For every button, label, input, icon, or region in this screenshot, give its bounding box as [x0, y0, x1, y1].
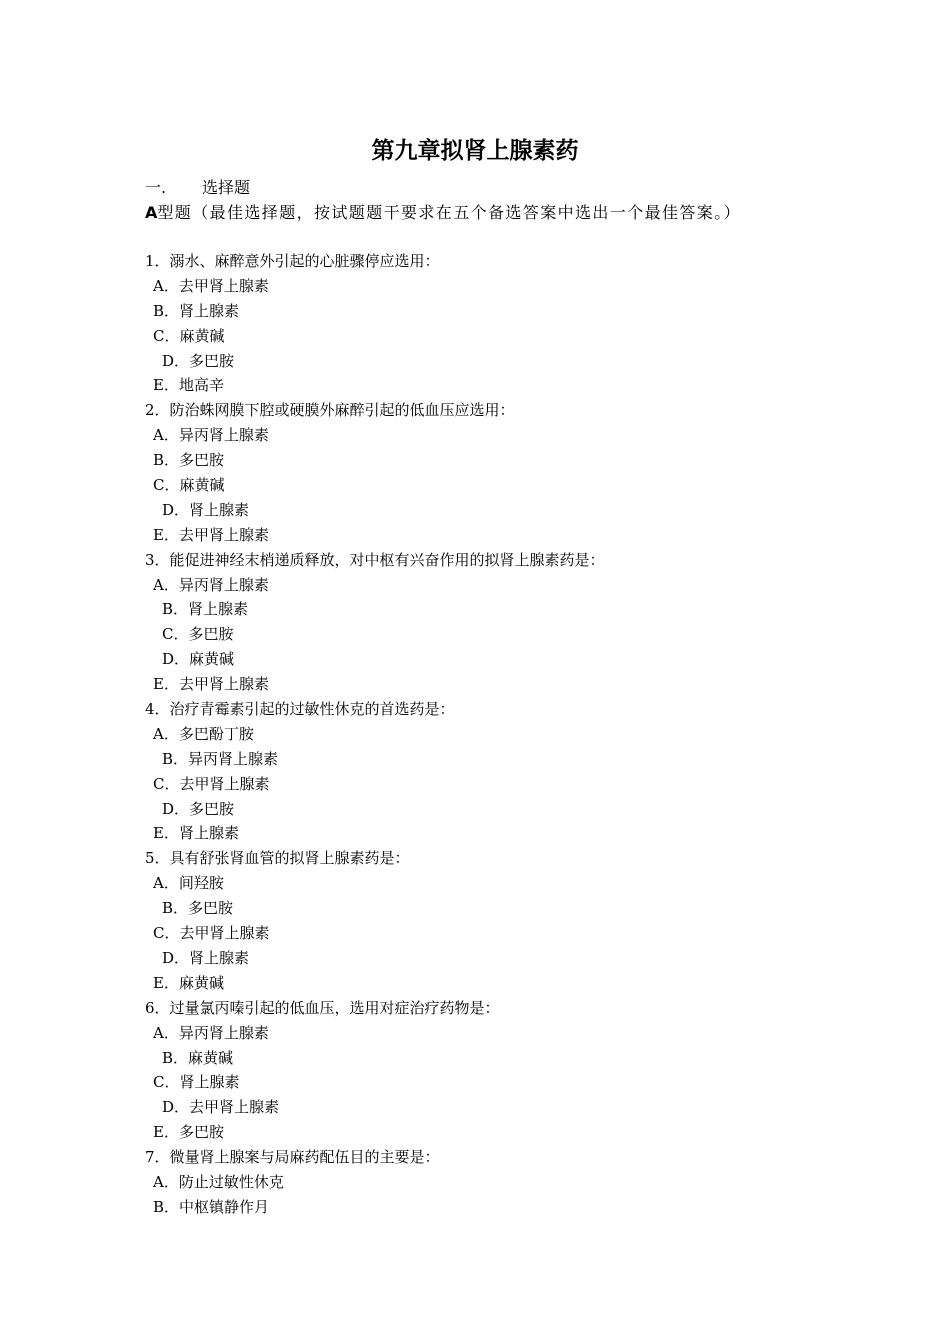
answer-option: B．异丙肾上腺素 [162, 749, 279, 768]
question-stem: 7．微量肾上腺案与局麻药配伍目的主要是： [145, 1148, 440, 1167]
answer-option: C．多巴胺 [162, 625, 234, 644]
answer-option: A．多巴酚丁胺 [153, 724, 254, 743]
answer-option: B．中枢镇静作月 [153, 1197, 270, 1216]
answer-option: A．去甲肾上腺素 [153, 276, 269, 295]
answer-option: D．麻黄碱 [162, 650, 235, 669]
question-stem: 6．过量氯丙嗪引起的低血压，选用对症治疗药物是： [145, 998, 500, 1017]
answer-option: D．多巴胺 [162, 351, 235, 370]
answer-option: C．麻黄碱 [153, 326, 225, 345]
answer-option: B．多巴胺 [153, 451, 225, 470]
answer-option: E．去甲肾上腺素 [153, 675, 269, 694]
answer-option: D．多巴胺 [162, 799, 235, 818]
question-type-instruction [145, 201, 810, 225]
answer-option: E．地高辛 [153, 376, 224, 395]
answer-option: A．异丙肾上腺素 [153, 426, 269, 445]
answer-option: C．去甲肾上腺素 [153, 924, 270, 943]
section-number: 一. [145, 178, 167, 197]
answer-option: E．肾上腺素 [153, 824, 239, 843]
answer-option: A．防止过敏性休克 [153, 1172, 284, 1191]
answer-option: C．麻黄碱 [153, 476, 225, 495]
answer-option: A．间羟胺 [153, 874, 224, 893]
instruction-text: 型题（最佳选择题，按试题题干要求在五个备选答案中选出一个最佳答案。） [157, 203, 741, 222]
answer-option: B．肾上腺素 [162, 600, 249, 619]
answer-option: B．肾上腺素 [153, 301, 240, 320]
page-title: 第九章拟肾上腺素药 [371, 138, 579, 164]
section-heading [145, 176, 250, 200]
question-stem: 1．溺水、麻醉意外引起的心脏骤停应选用： [145, 252, 440, 270]
answer-option: A．异丙肾上腺素 [153, 1023, 269, 1042]
question-list [145, 249, 845, 1220]
answer-option: E．去甲肾上腺素 [153, 525, 269, 544]
instruction-prefix: A [145, 203, 158, 222]
question-stem: 2．防治蛛网膜下腔或硬膜外麻醉引起的低血压应选用： [145, 401, 515, 420]
answer-option: B．多巴胺 [162, 899, 234, 918]
answer-option: A．异丙肾上腺素 [153, 575, 269, 594]
answer-option: E．麻黄碱 [153, 973, 224, 992]
section-label: 选择题 [202, 178, 251, 197]
answer-option: C．肾上腺素 [153, 1073, 240, 1092]
question-stem: 4．治疗青霉素引起的过敏性休克的首选药是： [145, 700, 455, 719]
answer-option: E．多巴胺 [153, 1123, 224, 1142]
answer-option: D．去甲肾上腺素 [162, 1098, 280, 1117]
question-stem: 3．能促进神经末梢递质释放，对中枢有兴奋作用的拟肾上腺素药是： [145, 550, 605, 569]
answer-option: D．肾上腺素 [162, 500, 250, 519]
answer-option: C．去甲肾上腺素 [153, 774, 270, 793]
answer-option: B．麻黄碱 [162, 1048, 234, 1067]
question-stem: 5．具有舒张肾血管的拟肾上腺素药是： [145, 849, 410, 868]
answer-option: D．肾上腺素 [162, 948, 250, 967]
